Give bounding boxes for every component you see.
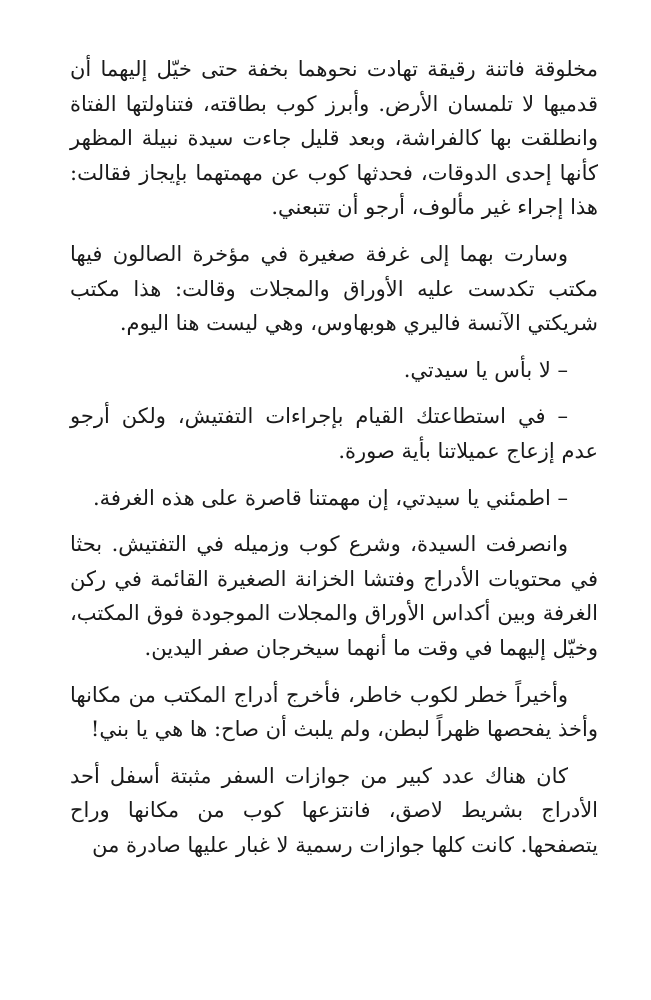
paragraph-2: وسارت بهما إلى غرفة صغيرة في مؤخرة الصالون فيها مكتب تكدست عليه الأوراق والمجلات وقالت: هذا مكتب شريكتي الآنسة فاليري هوبهاوس، وهي ليست هنا اليوم. [70,241,598,336]
paragraph-5: كان هناك عدد كبير من جوازات السفر مثبتة أسفل أحد الأدراج بشريط لاصق، فانتزعها كوب من مكانها وراح يتصفحها. كانت كلها جوازات رسمية لا غبار عليها صادرة من [70,763,598,857]
dialogue-line-2: – في استطاعتك القيام بإجراءات التفتيش، ولكن أرجو عدم إزعاج عميلاتنا بأية صورة. [70,404,598,463]
dialogue-line-1: – لا بأس يا سيدتي. [403,357,568,382]
dialogue-line-3: – اطمئني يا سيدتي، إن مهمتنا قاصرة على هذه الغرفة. [92,485,568,510]
paragraph-1: مخلوقة فاتنة رقيقة تهادت نحوهما بخفة حتى خيّل إليهما أن قدميها لا تلمسان الأرض. وأبرز كوب بطاقته، فتناولتها الفتاة وانطلقت بها كالفراشة، وبعد قليل جاءت سيدة نبيلة المظهر كأنها إحدى الدوقات، فحدثها كوب عن مهمتهما بإيجاز فقالت: هذا إجراء غير مألوف، أرجو أن تتبعني. [70,57,598,220]
book-page [70,52,598,874]
paragraph-4: وأخيراً خطر لكوب خاطر، فأخرج أدراج المكتب من مكانها وأخذ يفحصها ظهراً لبطن، ولم يلبث أن صاح: ها هي يا بني! [70,682,598,742]
paragraph-3: وانصرفت السيدة، وشرع كوب وزميله في التفتيش. بحثا في محتويات الأدراج وفتشا الخزانة الصغيرة القائمة في ركن الغرفة وبين أكداس الأوراق والمجلات الموجودة فوق المكتب، وخيّل إليهما في وقت ما أنهما سيخرجان صفر اليدين. [70,532,598,660]
